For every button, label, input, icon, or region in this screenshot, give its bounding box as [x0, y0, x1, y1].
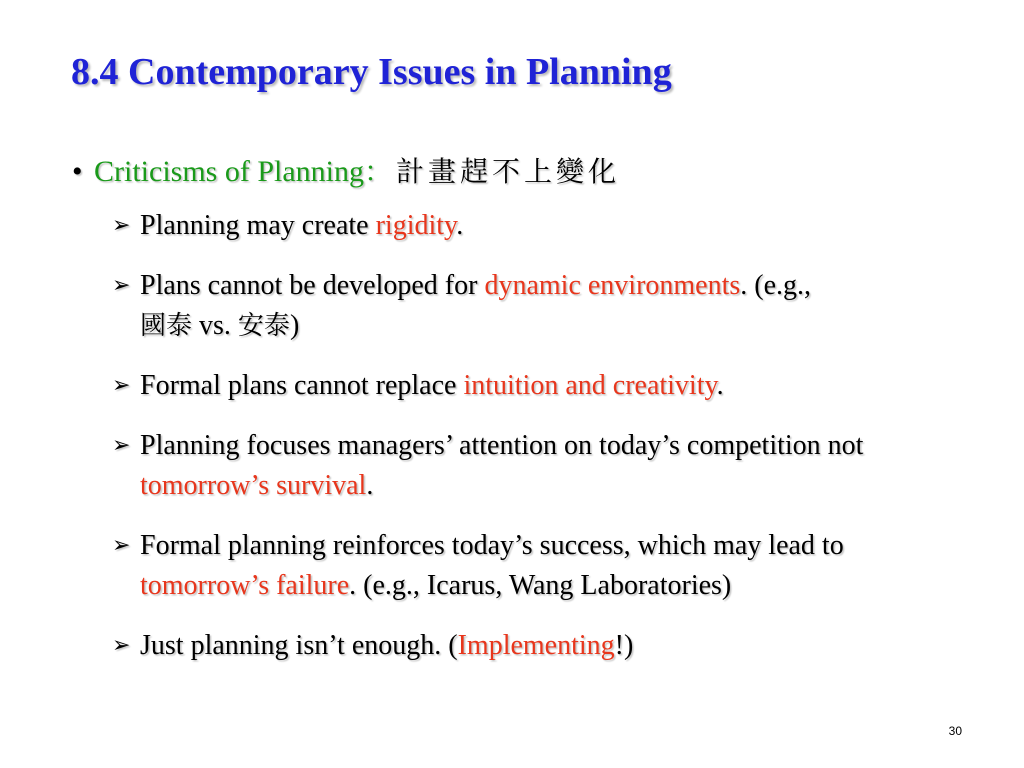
right-arrow-icon: ➢ [112, 373, 131, 398]
item-highlight: Implementing [457, 630, 615, 661]
item-text-end: !) [614, 630, 634, 661]
right-arrow-icon: ➢ [112, 213, 131, 238]
item-highlight: rigidity [375, 210, 457, 241]
item-cjk-2: 安泰 [237, 311, 290, 341]
item-highlight: intuition and creativity [463, 370, 717, 401]
item-text-end: . [366, 470, 374, 501]
list-item [72, 526, 970, 606]
list-item [72, 206, 970, 246]
item-highlight: dynamic environments [484, 270, 741, 301]
sub-bullet-list [72, 206, 992, 666]
list-item [72, 366, 970, 406]
right-arrow-icon: ➢ [112, 633, 131, 658]
item-text: Formal plans cannot replace [140, 370, 464, 401]
heading-separator: ： [364, 155, 397, 188]
item-text-mid: vs. [192, 310, 238, 341]
item-text-end: . (e.g., Icarus, Wang Laboratories) [349, 570, 732, 601]
right-arrow-icon: ➢ [112, 433, 131, 458]
right-arrow-icon: ➢ [112, 273, 131, 298]
item-highlight: tomorrow’s failure [140, 570, 350, 601]
item-text-close: ) [289, 310, 300, 341]
item-text-end: . [716, 370, 724, 401]
item-text-end: . (e.g., [740, 270, 812, 301]
item-text: Planning may create [140, 210, 376, 241]
main-bullet [72, 152, 992, 192]
list-item [72, 426, 970, 506]
item-text: Formal planning reinforces today’s success, which may lead to [140, 530, 844, 561]
item-text-end: . [456, 210, 464, 241]
list-item [72, 626, 970, 666]
heading-label: Criticisms of Planning [94, 155, 364, 188]
page-number: 30 [948, 724, 962, 738]
right-arrow-icon: ➢ [112, 533, 131, 558]
bullet-dot: • [72, 155, 83, 188]
item-text: Plans cannot be developed for [140, 270, 485, 301]
list-item [72, 266, 970, 346]
item-text: Planning focuses managers’ attention on today’s competition not [140, 430, 864, 461]
slide-title: 8.4 Contemporary Issues in Planning [71, 51, 672, 93]
heading-cjk: 計畫趕不上變化 [396, 155, 621, 188]
item-highlight: tomorrow’s survival [140, 470, 367, 501]
item-cjk-1: 國泰 [140, 311, 193, 341]
slide-body [72, 152, 992, 686]
item-text: Just planning isn’t enough. ( [140, 630, 458, 661]
